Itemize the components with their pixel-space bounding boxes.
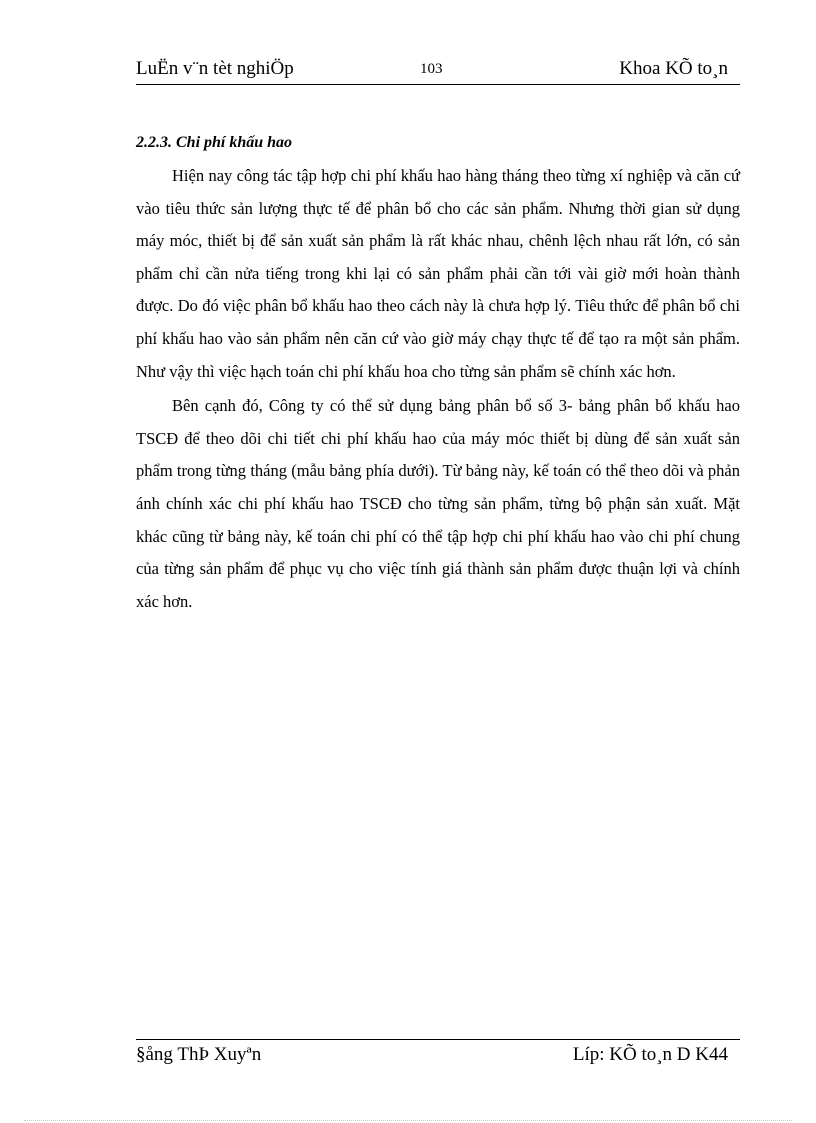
footer-author: §ång ThÞ Xuyªn [136, 1044, 262, 1065]
header-thesis-label: LuËn v¨n tèt nghiÖp [136, 58, 294, 79]
section-title: 2.2.3. Chi phí khấu hao [136, 134, 293, 151]
page-number: 103 [420, 61, 443, 77]
header-faculty-label: Khoa KÕ to¸n [619, 58, 728, 79]
page-footer [136, 1039, 740, 1070]
footer-class: Líp: KÕ to¸n D K44 [572, 1044, 728, 1065]
document-body [136, 132, 740, 620]
page-header [136, 56, 740, 85]
page-edge-divider [24, 1120, 792, 1121]
paragraph-1: Hiện nay công tác tập hợp chi phí khấu hao hàng tháng theo từng xí nghiệp và căn cứ vào tiêu thức sản lượng thực tế để phân bổ cho các sản phẩm. Nhưng thời gian sử dụng máy móc, thiết bị để sản xuất sản phẩm là rất khác nhau, chênh lệch nhau rất lớn, có sản phẩm chỉ cần nửa tiếng trong khi lại có sản phẩm phải cần tới vài giờ mới hoàn thành được. Do đó việc phân bổ khấu hao theo cách này là chưa hợp lý. Tiêu thức để phân bổ chi phí khấu hao vào sản phẩm nên căn cứ vào giờ máy chạy thực tế để tạo ra một sản phẩm. Như vậy thì việc hạch toán chi phí khấu hoa cho từng sản phẩm sẽ chính xác hơn. [136, 166, 740, 381]
paragraph-2: Bên cạnh đó, Công ty có thể sử dụng bảng phân bổ số 3- bảng phân bổ khấu hao TSCĐ để theo dõi chi tiết chi phí khấu hao của máy móc thiết bị dùng để sản xuất sản phẩm trong từng tháng (mẫu bảng phía dưới). Từ bảng này, kế toán có thể theo dõi và phản ánh chính xác chi phí khấu hao TSCĐ cho từng sản phẩm, từng bộ phận sản xuất. Mặt khác cũng từ bảng này, kế toán chi phí có thể tập hợp chi phí khấu hao vào chi phí chung của từng sản phẩm để phục vụ cho việc tính giá thành sản phẩm được thuận lợi và chính xác hơn. [136, 396, 740, 611]
